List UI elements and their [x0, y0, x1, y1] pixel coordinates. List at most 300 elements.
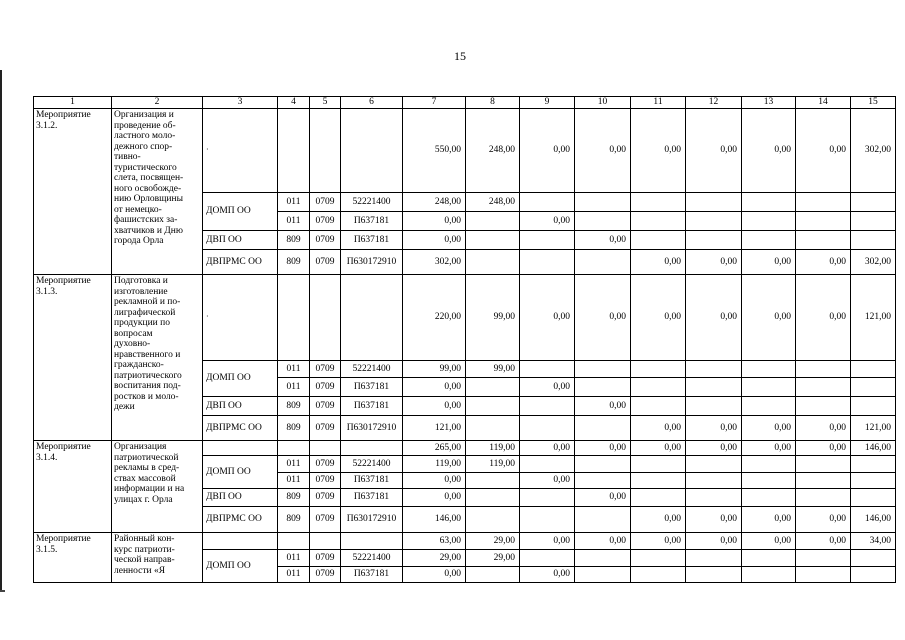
detail-cell [796, 567, 851, 583]
detail-cell: 0,00 [403, 397, 466, 416]
executor-cell: ДВПРМС ОО [203, 250, 278, 275]
detail-cell: 0,00 [575, 397, 631, 416]
detail-cell [520, 489, 575, 507]
detail-cell: 0709 [310, 250, 341, 275]
detail-cell [520, 550, 575, 567]
detail-cell: 0709 [310, 193, 341, 212]
detail-cell: 011 [278, 473, 310, 489]
detail-cell: П637181 [341, 231, 403, 250]
detail-cell: 809 [278, 397, 310, 416]
header-cell: 14 [796, 97, 851, 109]
detail-cell [520, 231, 575, 250]
detail-cell: 0709 [310, 378, 341, 397]
header-row [34, 97, 896, 109]
event-name-line: дежного спор- [114, 141, 173, 152]
event-name-line: фашистских за- [114, 215, 178, 225]
summary-cell: 0,00 [686, 441, 742, 456]
detail-cell [742, 456, 796, 473]
header-cell: 4 [278, 97, 310, 109]
detail-cell: 809 [278, 250, 310, 275]
executor-cell: ДОМП ОО [203, 193, 278, 231]
header-cell: 2 [112, 97, 203, 109]
detail-cell [575, 378, 631, 397]
event-name-line: Организация и [114, 110, 174, 120]
detail-cell: 0709 [310, 507, 341, 533]
detail-cell [631, 567, 686, 583]
detail-cell [631, 550, 686, 567]
detail-cell [851, 489, 896, 507]
detail-cell [631, 456, 686, 473]
detail-cell: 0709 [310, 550, 341, 567]
event-name-cell [112, 441, 203, 533]
event-name-line: гражданско- [114, 360, 164, 370]
event-name-line: тивно- [114, 152, 141, 162]
header-cell: 15 [851, 97, 896, 109]
detail-cell [796, 231, 851, 250]
header-cell: 8 [466, 97, 520, 109]
detail-cell: 52221400 [341, 361, 403, 378]
detail-cell: 0709 [310, 212, 341, 231]
detail-cell [742, 361, 796, 378]
summary-cell: 302,00 [851, 109, 896, 193]
detail-cell: П630172910 [341, 250, 403, 275]
event-name-line: дежи [114, 402, 135, 412]
detail-cell [686, 489, 742, 507]
event-name-line: нравственного и [114, 349, 181, 360]
detail-cell [796, 361, 851, 378]
event-name-line: ластного моло- [114, 131, 176, 141]
header-cell: 13 [742, 97, 796, 109]
executor-cell: ДОМП ОО [203, 456, 278, 489]
event-name-line: патриотического [114, 370, 182, 381]
detail-cell [851, 231, 896, 250]
event-name-line: патриотической [114, 452, 179, 463]
detail-cell: 011 [278, 550, 310, 567]
summary-cell: 29,00 [466, 533, 520, 550]
detail-cell [520, 193, 575, 212]
summary-row [34, 441, 896, 456]
header-cell: 12 [686, 97, 742, 109]
detail-cell [575, 250, 631, 275]
detail-cell [575, 416, 631, 441]
detail-cell [520, 397, 575, 416]
detail-cell: 0,00 [686, 416, 742, 441]
event-cell: Мероприятие 3.1.3. [34, 275, 112, 441]
summary-cell: 121,00 [851, 275, 896, 361]
detail-cell: 0,00 [631, 507, 686, 533]
detail-cell: П637181 [341, 378, 403, 397]
detail-cell: 0,00 [575, 489, 631, 507]
detail-cell: 121,00 [403, 416, 466, 441]
detail-cell [466, 212, 520, 231]
stray-dot: · [206, 145, 209, 155]
detail-cell [466, 378, 520, 397]
summary-cell: 0,00 [631, 275, 686, 361]
event-name-line: воспитания под- [114, 381, 181, 391]
summary-cell: 0,00 [520, 275, 575, 361]
detail-cell: 011 [278, 567, 310, 583]
header-cell: 9 [520, 97, 575, 109]
detail-cell: 0,00 [742, 507, 796, 533]
event-cell: Мероприятие 3.1.5. [34, 533, 112, 583]
stray-dot: · [206, 312, 209, 322]
detail-cell [742, 378, 796, 397]
detail-cell [686, 397, 742, 416]
detail-cell: П637181 [341, 473, 403, 489]
detail-cell [631, 397, 686, 416]
detail-cell [742, 489, 796, 507]
detail-cell [796, 550, 851, 567]
event-name-line: Организация [114, 442, 167, 452]
event-name-line: информации и на [114, 484, 185, 494]
detail-cell: 0,00 [520, 473, 575, 489]
detail-cell [466, 397, 520, 416]
detail-cell: 0,00 [403, 378, 466, 397]
detail-cell [686, 212, 742, 231]
summary-cell: 265,00 [403, 441, 466, 456]
detail-cell [466, 507, 520, 533]
summary-cell: 0,00 [631, 441, 686, 456]
detail-cell: 121,00 [851, 416, 896, 441]
event-name-line: туристического [114, 162, 177, 173]
event-name-line: ческой направ- [114, 555, 175, 565]
detail-cell: 0,00 [403, 489, 466, 507]
detail-cell: П637181 [341, 567, 403, 583]
detail-cell: 0,00 [403, 231, 466, 250]
summary-cell: 248,00 [466, 109, 520, 193]
detail-cell: 0,00 [631, 416, 686, 441]
summary-cell: 0,00 [575, 275, 631, 361]
detail-cell: 0709 [310, 473, 341, 489]
event-cell: Мероприятие 3.1.2. [34, 109, 112, 275]
detail-cell: 29,00 [403, 550, 466, 567]
summary-cell [341, 441, 403, 456]
detail-cell [851, 378, 896, 397]
event-cell: Мероприятие 3.1.4. [34, 441, 112, 533]
detail-cell [520, 456, 575, 473]
event-name-line: Районный кон- [114, 534, 175, 544]
detail-cell [796, 378, 851, 397]
page-number: 15 [454, 49, 466, 63]
detail-cell [631, 231, 686, 250]
detail-cell [466, 567, 520, 583]
detail-cell [686, 231, 742, 250]
detail-cell [851, 567, 896, 583]
summary-cell [310, 275, 341, 361]
summary-cell: 63,00 [403, 533, 466, 550]
summary-cell [278, 533, 310, 550]
summary-cell [203, 275, 278, 361]
summary-cell: 0,00 [686, 109, 742, 193]
detail-cell [520, 250, 575, 275]
detail-cell [796, 456, 851, 473]
summary-cell: 119,00 [466, 441, 520, 456]
detail-cell: 0,00 [686, 250, 742, 275]
summary-cell: 0,00 [575, 441, 631, 456]
summary-cell: 0,00 [520, 533, 575, 550]
detail-cell: П637181 [341, 212, 403, 231]
event-name-line: курс патриоти- [114, 544, 175, 555]
detail-cell: 809 [278, 507, 310, 533]
detail-cell: 809 [278, 416, 310, 441]
executor-cell: ДВП ОО [203, 489, 278, 507]
summary-cell: 0,00 [575, 109, 631, 193]
detail-cell: 146,00 [403, 507, 466, 533]
header-cell: 10 [575, 97, 631, 109]
detail-cell: 0,00 [575, 231, 631, 250]
detail-cell: 302,00 [403, 250, 466, 275]
detail-cell: 0709 [310, 489, 341, 507]
event-name-line: Подготовка и [114, 276, 168, 286]
detail-cell [851, 397, 896, 416]
event-name-line: ленности «Я [114, 565, 166, 576]
detail-cell: 29,00 [466, 550, 520, 567]
detail-cell [575, 456, 631, 473]
detail-cell: 52221400 [341, 550, 403, 567]
detail-cell [686, 456, 742, 473]
detail-cell: 0,00 [403, 567, 466, 583]
summary-cell [203, 441, 278, 456]
detail-cell: 0709 [310, 567, 341, 583]
summary-cell: 0,00 [796, 109, 851, 193]
detail-cell: 119,00 [466, 456, 520, 473]
detail-cell [742, 567, 796, 583]
detail-cell [631, 212, 686, 231]
event-name-cell [112, 109, 203, 275]
executor-cell: ДОМП ОО [203, 361, 278, 397]
header-cell: 3 [203, 97, 278, 109]
detail-cell: 99,00 [403, 361, 466, 378]
event-name-line: от немецко- [114, 204, 162, 215]
detail-cell: 011 [278, 193, 310, 212]
detail-cell: 0,00 [742, 416, 796, 441]
event-name-line: ствах массовой [114, 473, 176, 484]
summary-row [34, 275, 896, 361]
detail-cell [686, 473, 742, 489]
summary-cell: 99,00 [466, 275, 520, 361]
summary-cell [310, 441, 341, 456]
detail-cell: 0709 [310, 231, 341, 250]
detail-cell [796, 193, 851, 212]
detail-cell: 011 [278, 212, 310, 231]
event-name-line: лиграфической [114, 307, 176, 318]
detail-cell: 52221400 [341, 456, 403, 473]
detail-cell [851, 456, 896, 473]
summary-cell: 0,00 [742, 275, 796, 361]
detail-cell: 302,00 [851, 250, 896, 275]
summary-cell [310, 533, 341, 550]
event-name-line: проведение об- [114, 120, 176, 131]
header-cell: 6 [341, 97, 403, 109]
summary-cell: 0,00 [796, 275, 851, 361]
detail-cell: 0,00 [796, 507, 851, 533]
event-name-cell [112, 275, 203, 441]
detail-cell [742, 193, 796, 212]
detail-cell [466, 473, 520, 489]
detail-cell [851, 550, 896, 567]
event-name-line: города Орла [114, 236, 164, 246]
detail-cell: 0709 [310, 416, 341, 441]
detail-cell: 011 [278, 361, 310, 378]
detail-cell [575, 567, 631, 583]
summary-cell: 0,00 [631, 533, 686, 550]
executor-cell: ДОМП ОО [203, 550, 278, 583]
event-name-line: изготовление [114, 286, 168, 297]
summary-cell: 220,00 [403, 275, 466, 361]
detail-cell [466, 250, 520, 275]
detail-cell [851, 212, 896, 231]
summary-cell: 0,00 [796, 441, 851, 456]
detail-cell: 248,00 [403, 193, 466, 212]
scan-edge-line [0, 70, 2, 590]
detail-cell [631, 489, 686, 507]
detail-cell: 146,00 [851, 507, 896, 533]
executor-cell: ДВПРМС ОО [203, 416, 278, 441]
detail-cell: 0,00 [403, 473, 466, 489]
detail-cell: П630172910 [341, 507, 403, 533]
summary-cell: 0,00 [520, 441, 575, 456]
detail-cell [466, 231, 520, 250]
event-name-line: ного освобожде- [114, 183, 182, 194]
summary-cell [278, 109, 310, 193]
summary-cell [310, 109, 341, 193]
executor-cell: ДВП ОО [203, 231, 278, 250]
summary-cell: 34,00 [851, 533, 896, 550]
detail-cell: 0,00 [631, 250, 686, 275]
event-name-line: рекламы в сред- [114, 463, 180, 473]
summary-cell: 0,00 [742, 109, 796, 193]
event-name-cell [112, 533, 203, 583]
summary-cell: 0,00 [686, 533, 742, 550]
detail-cell: 0709 [310, 456, 341, 473]
header-cell: 7 [403, 97, 466, 109]
detail-cell [575, 212, 631, 231]
detail-cell [631, 361, 686, 378]
detail-cell [686, 378, 742, 397]
detail-cell [631, 193, 686, 212]
summary-cell: 146,00 [851, 441, 896, 456]
summary-cell: 0,00 [686, 275, 742, 361]
detail-cell: 0,00 [403, 212, 466, 231]
detail-cell: 011 [278, 378, 310, 397]
detail-cell: 0,00 [520, 378, 575, 397]
detail-cell [686, 193, 742, 212]
detail-cell: 248,00 [466, 193, 520, 212]
header-cell: 5 [310, 97, 341, 109]
detail-cell: 0,00 [520, 212, 575, 231]
executor-cell: ДВП ОО [203, 397, 278, 416]
detail-cell: 52221400 [341, 193, 403, 212]
detail-cell [575, 507, 631, 533]
summary-cell: 0,00 [796, 533, 851, 550]
event-name-line: духовно- [114, 339, 151, 349]
detail-cell: 0,00 [520, 567, 575, 583]
detail-cell: 809 [278, 231, 310, 250]
detail-cell [742, 212, 796, 231]
detail-cell [520, 416, 575, 441]
detail-cell [686, 550, 742, 567]
detail-cell: 011 [278, 456, 310, 473]
scan-edge-tick [0, 590, 5, 592]
detail-cell: 0,00 [742, 250, 796, 275]
summary-cell [341, 275, 403, 361]
summary-cell: 0,00 [742, 533, 796, 550]
detail-cell: 0,00 [796, 416, 851, 441]
header-cell: 1 [34, 97, 112, 109]
detail-cell: 119,00 [403, 456, 466, 473]
detail-cell [466, 416, 520, 441]
detail-cell: П637181 [341, 489, 403, 507]
summary-row [34, 533, 896, 550]
summary-cell [278, 275, 310, 361]
detail-cell [796, 489, 851, 507]
event-name-line: слета, посвящен- [114, 173, 184, 183]
summary-cell: 550,00 [403, 109, 466, 193]
detail-cell [575, 193, 631, 212]
detail-cell: 0,00 [686, 507, 742, 533]
event-name-line: рекламной и по- [114, 297, 181, 307]
detail-cell [742, 473, 796, 489]
executor-cell: ДВПРМС ОО [203, 507, 278, 533]
summary-row [34, 109, 896, 193]
summary-cell [341, 109, 403, 193]
detail-cell [631, 378, 686, 397]
detail-cell [686, 567, 742, 583]
detail-cell: 0709 [310, 361, 341, 378]
summary-cell: 0,00 [520, 109, 575, 193]
detail-cell: 0709 [310, 397, 341, 416]
summary-cell [203, 109, 278, 193]
summary-cell [278, 441, 310, 456]
detail-cell [851, 361, 896, 378]
detail-cell [466, 489, 520, 507]
event-name-line: хватчиков и Дню [114, 225, 183, 236]
summary-cell: 0,00 [575, 533, 631, 550]
detail-cell [796, 212, 851, 231]
detail-cell [742, 397, 796, 416]
summary-cell [203, 533, 278, 550]
detail-cell [851, 193, 896, 212]
budget-table [33, 96, 896, 583]
detail-cell [851, 473, 896, 489]
detail-cell [575, 361, 631, 378]
detail-cell [520, 507, 575, 533]
detail-cell: 809 [278, 489, 310, 507]
detail-cell: 0,00 [796, 250, 851, 275]
detail-cell [796, 473, 851, 489]
detail-cell [742, 231, 796, 250]
summary-cell [341, 533, 403, 550]
summary-cell: 0,00 [742, 441, 796, 456]
detail-cell: П630172910 [341, 416, 403, 441]
detail-cell [631, 473, 686, 489]
detail-cell: 99,00 [466, 361, 520, 378]
event-name-line: улицах г. Орла [114, 494, 173, 505]
detail-cell [796, 397, 851, 416]
detail-cell [520, 361, 575, 378]
detail-cell [575, 473, 631, 489]
detail-cell [742, 550, 796, 567]
event-name-line: нию Орловщины [114, 194, 183, 204]
detail-cell: П637181 [341, 397, 403, 416]
detail-cell [575, 550, 631, 567]
event-name-line: ростков и моло- [114, 391, 179, 402]
header-cell: 11 [631, 97, 686, 109]
detail-cell [686, 361, 742, 378]
event-name-line: вопросам [114, 328, 153, 339]
summary-cell: 0,00 [631, 109, 686, 193]
event-name-line: продукции по [114, 318, 170, 328]
